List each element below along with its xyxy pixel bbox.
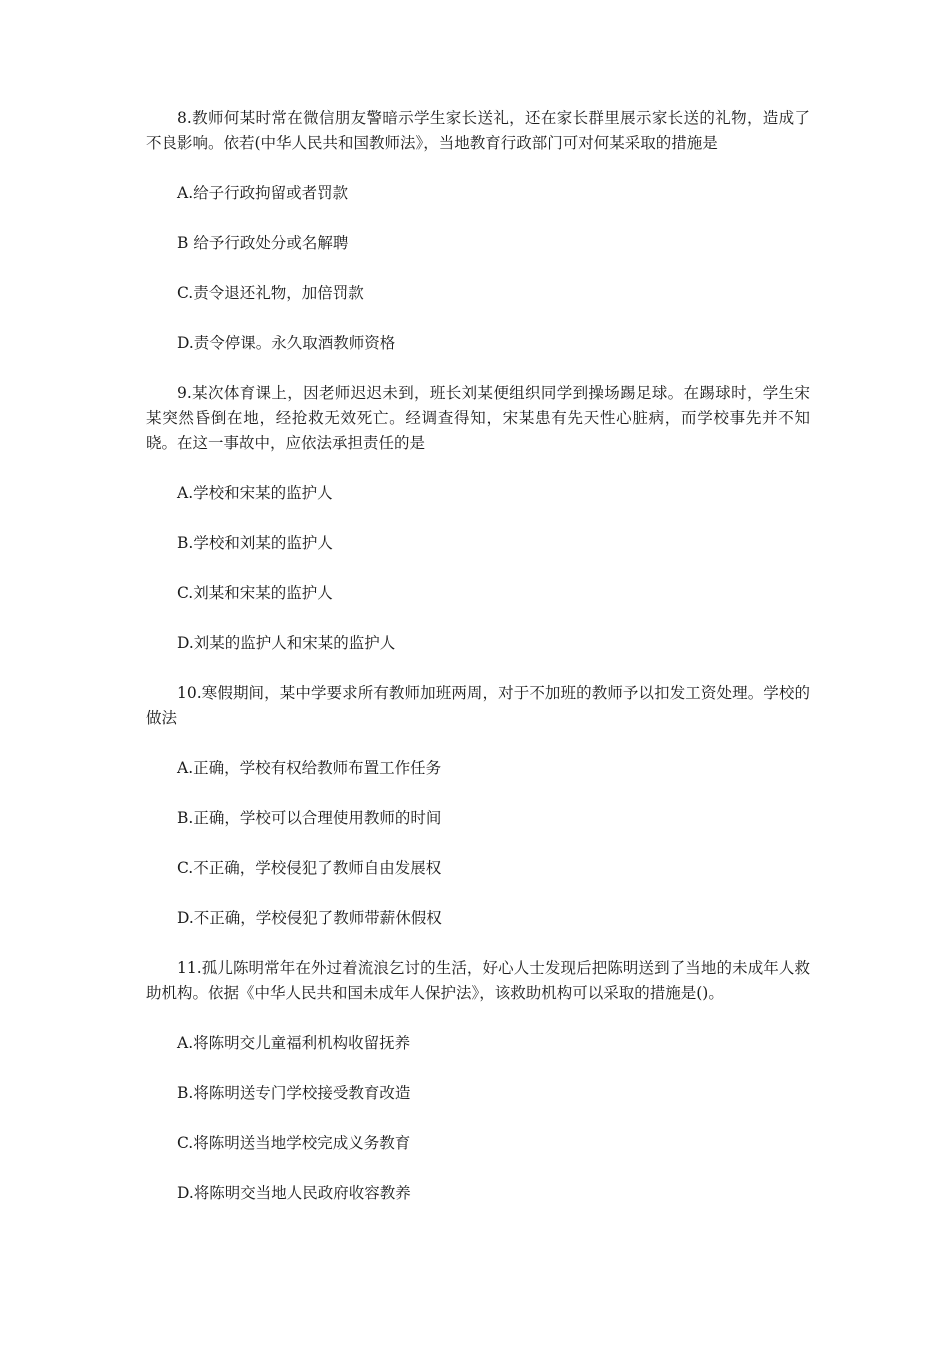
option-b: B.正确，学校可以合理使用教师的时间 [177, 809, 442, 827]
question-stem: 10.寒假期间，某中学要求所有教师加班两周，对于不加班的教师予以扣发工资处理。学校的做法 [146, 684, 810, 727]
question-stem: 9.某次体育课上，因老师迟迟未到，班长刘某便组织同学到操场踢足球。在踢球时，学生宋某突然昏倒在地，经抢救无效死亡。经调查得知，宋某患有先天性心脏病，而学校事先并不知晓。在这一事故中，应依法承担责任的是 [146, 384, 810, 452]
option-d: D.刘某的监护人和宋某的监护人 [177, 634, 396, 652]
question-9 [146, 381, 810, 656]
question-8 [146, 106, 810, 356]
question-10 [146, 681, 810, 931]
option-a: A.学校和宋某的监护人 [177, 484, 333, 502]
option-d: D.将陈明交当地人民政府收容教养 [177, 1184, 411, 1202]
question-stem: 11.孤儿陈明常年在外过着流浪乞讨的生活，好心人士发现后把陈明送到了当地的未成年人救助机构。依据《中华人民共和国未成年人保护法》，该救助机构可以采取的措施是()。 [146, 959, 810, 1002]
option-a: A.将陈明交儿童福利机构收留抚养 [177, 1034, 411, 1052]
document-page [146, 106, 810, 1231]
option-b: B.学校和刘某的监护人 [177, 534, 333, 552]
option-c: C.责令退还礼物，加倍罚款 [177, 284, 364, 302]
option-a: A.正确，学校有权给教师布置工作任务 [177, 759, 442, 777]
option-d: D.不正确，学校侵犯了教师带薪休假权 [177, 909, 442, 927]
option-a: A.给子行政拘留或者罚款 [177, 184, 349, 202]
option-c: C.将陈明送当地学校完成义务教育 [177, 1134, 411, 1152]
question-stem: 8.教师何某时常在微信朋友警暗示学生家长送礼，还在家长群里展示家长送的礼物，造成了不良影响。依若(中华人民共和国教师法》，当地教育行政部门可对何某采取的措施是 [146, 109, 810, 152]
question-11 [146, 956, 810, 1206]
option-c: C.刘某和宋某的监护人 [177, 584, 333, 602]
option-c: C.不正确，学校侵犯了教师自由发展权 [177, 859, 442, 877]
option-b: B.将陈明送专门学校接受教育改造 [177, 1084, 411, 1102]
option-d: D.责令停课。永久取酒教师资格 [177, 334, 396, 352]
option-b: B 给予行政处分或名解聘 [177, 234, 349, 252]
